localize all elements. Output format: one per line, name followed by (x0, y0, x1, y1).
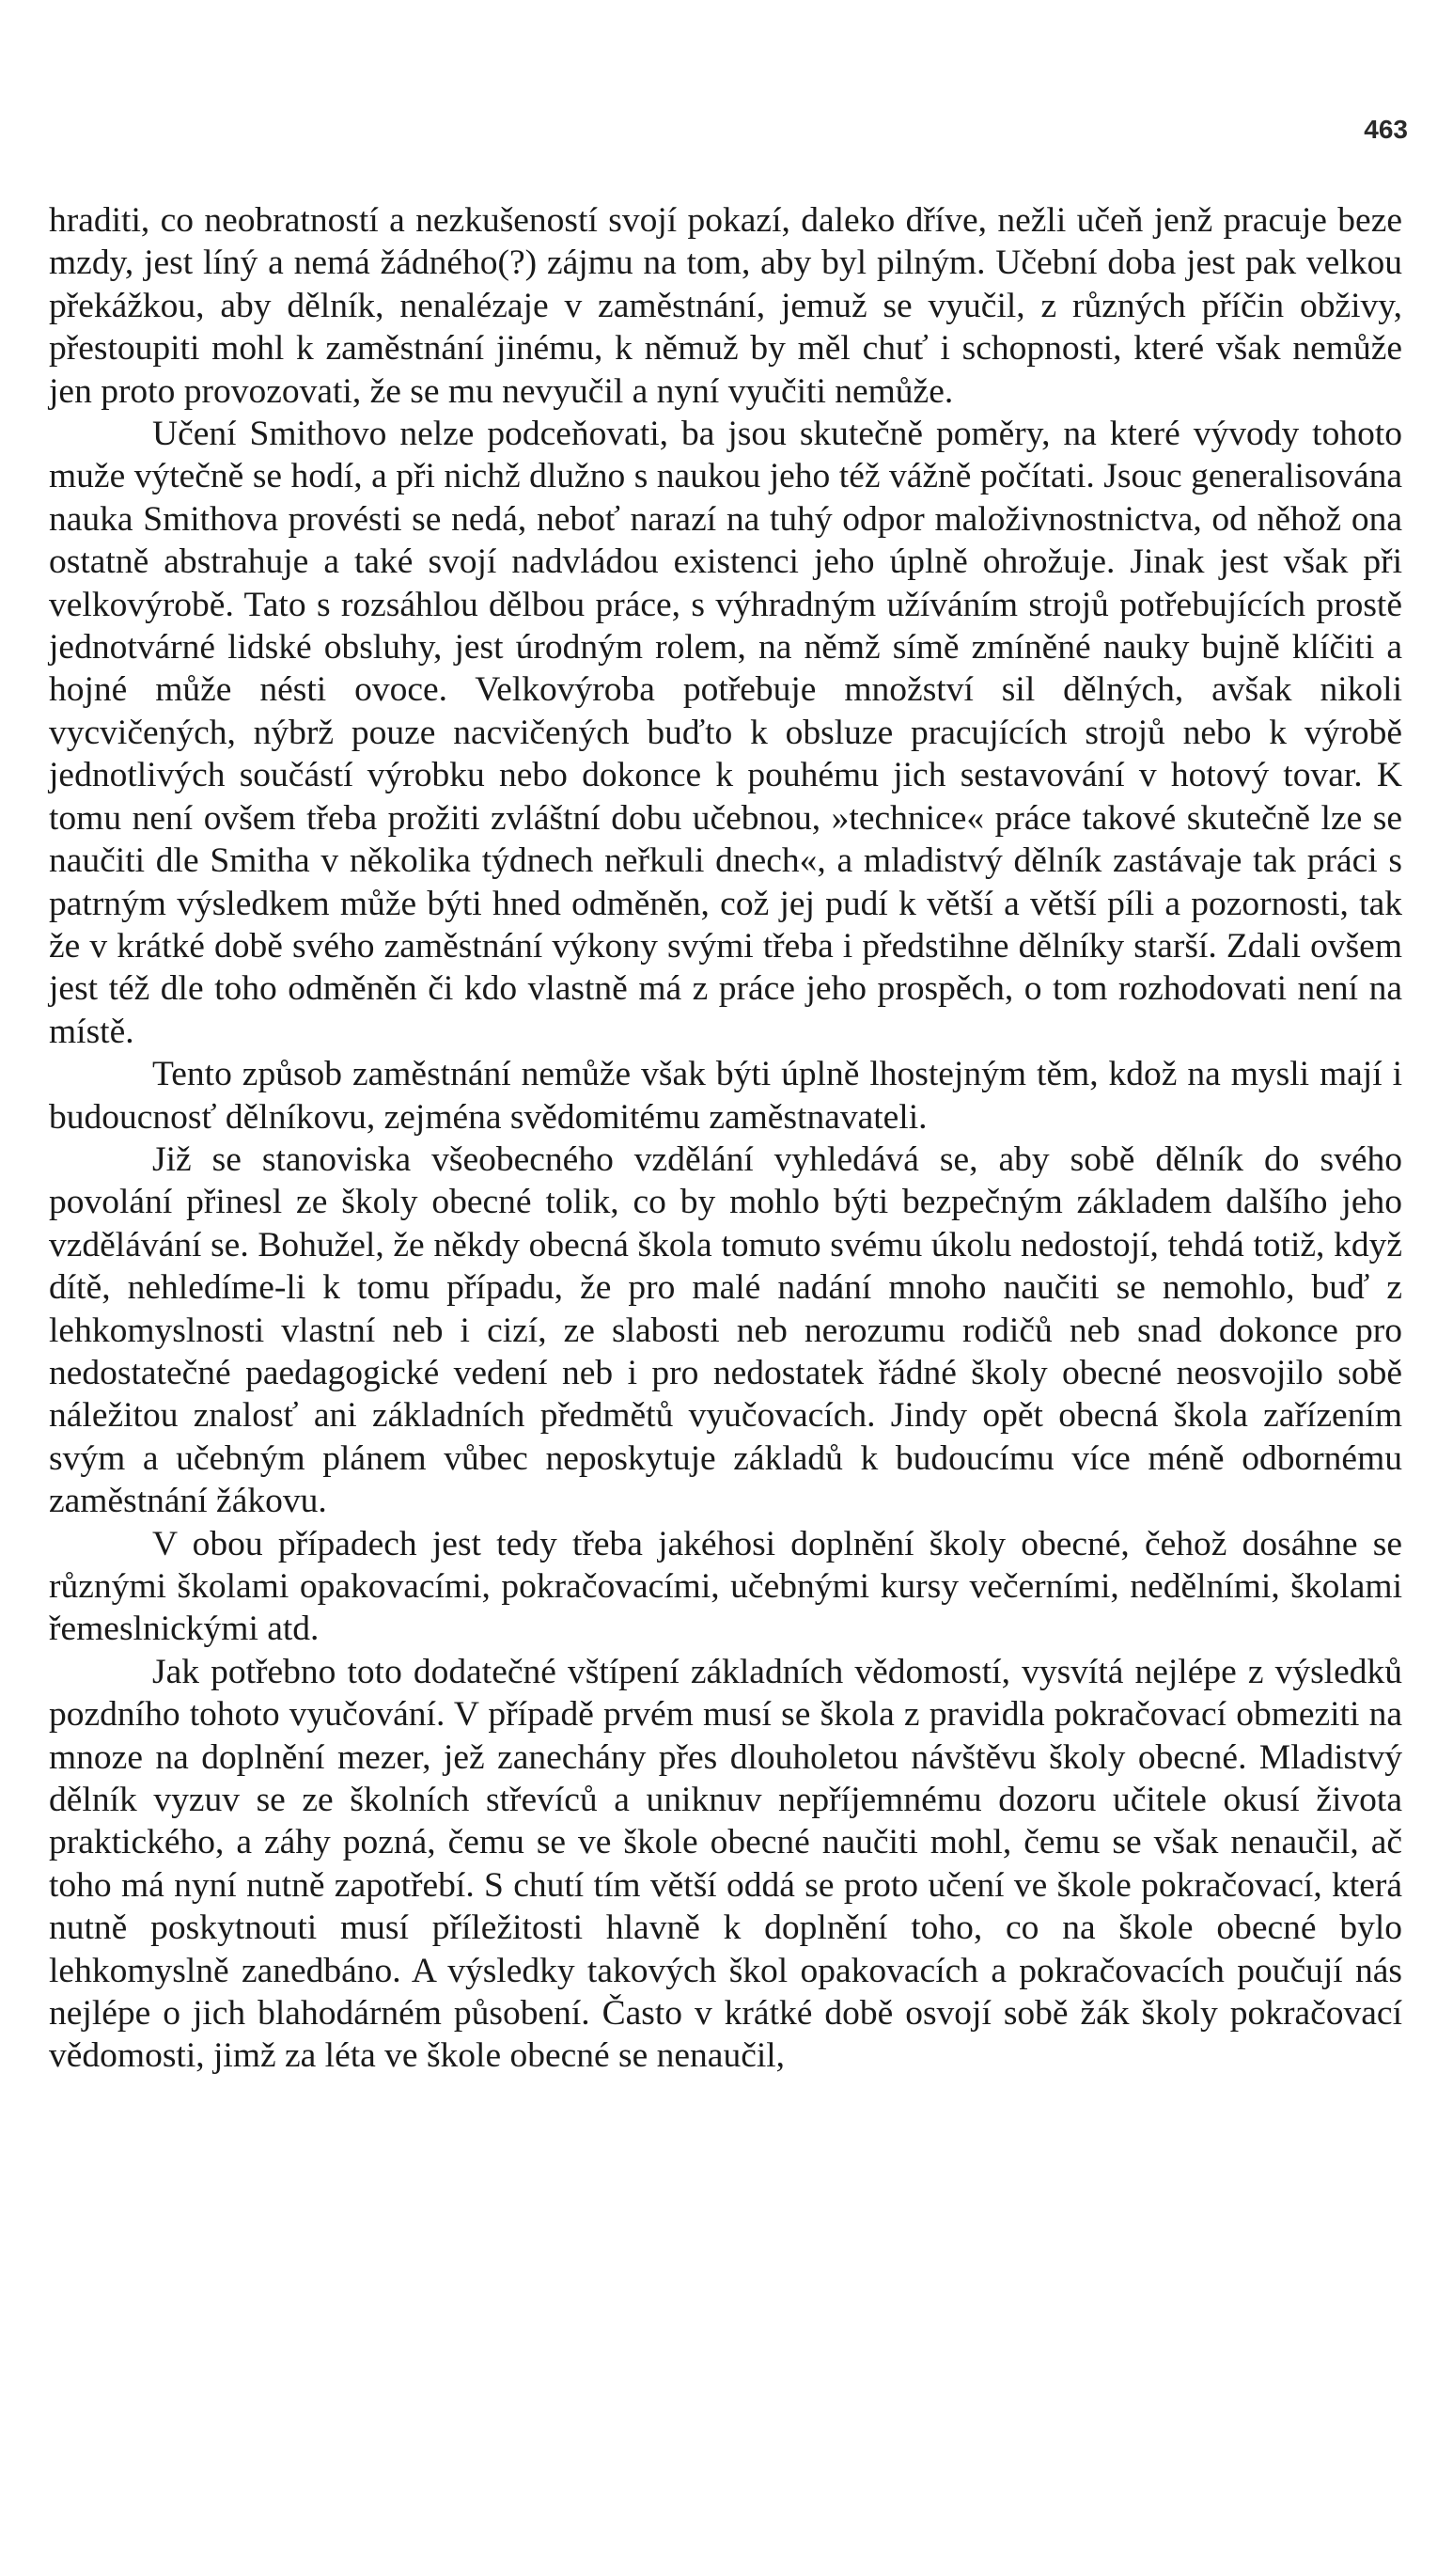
paragraph-2: Učení Smithovo nelze podceňovati, ba jsou skutečně poměry, na které vývody tohoto muže výtečně se hodí, a při nichž dlužno s naukou jeho též vážně počítati. Jsouc generalisována nauka Smithova provésti se nedá, neboť narazí na tuhý odpor maloživnostnictva, od něhož ona ostatně abstrahuje a také svojí nadvládou existenci jeho úplně ohrožuje. Jinak jest však při velkovýrobě. Tato s rozsáhlou dělbou práce, s výhradným užíváním strojů potřebujících prostě jednotvárné lidské obsluhy, jest úrodným rolem, na němž símě zmíněné nauky bujně klíčiti a hojné může nésti ovoce. Velkovýroba potřebuje množství sil dělných, avšak nikoli vycvičených, nýbrž pouze nacvičených buďto k obsluze pracujících strojů nebo k výrobě jednotlivých součástí výrobku nebo dokonce k pouhému jich sestavování v hotový tovar. K tomu není ovšem třeba prožiti zvláštní dobu učebnou, »technice« práce takové skutečně lze se naučiti dle Smitha v několika týdnech neřkuli dnech«, a mladistvý dělník zastávaje tak práci s patrným výsledkem může býti hned odměněn, což jej pudí k větší a větší píli a pozornosti, tak že v krátké době svého zaměstnání výkony svými třeba i předstihne dělníky starší. Zdali ovšem jest též dle toho odměněn či kdo vlastně má z práce jeho prospěch, o tom rozhodovati není na místě. (49, 415, 1402, 1051)
page-number: 463 (1364, 115, 1408, 144)
paragraph-1: hraditi, co neobratností a nezkušeností svojí pokazí, daleko dříve, nežli učeň jenž pracuje beze mzdy, jest líný a nemá žádného(?) zájmu na tom, aby byl pilným. Učební doba jest pak velkou překážkou, aby dělník, nenalézaje v zaměstnání, jemuž se vyučil, z různých příčin obživy, přestoupiti mohl k zaměstnání jinému, k němuž by měl chuť i schopnosti, které však nemůže jen proto provozovati, že se mu nevyučil a nyní vyučiti nemůže. (49, 201, 1402, 411)
paragraph-4: Již se stanoviska všeobecného vzdělání vyhledává se, aby sobě dělník do svého povolání přinesl ze školy obecné tolik, co by mohlo býti bezpečným základem dalšího jeho vzdělávání se. Bohužel, že někdy obecná škola tomuto svému úkolu nedostojí, tehdá totiž, když dítě, nehledíme-li k tomu případu, že pro malé nadání mnoho naučiti se nemohlo, buď z lehkomyslnosti vlastní neb i cizí, ze slabosti neb nerozumu rodičů neb snad dokonce pro nedostatečné paedagogické vedení neb i pro nedostatek řádné školy obecné neosvojilo sobě náležitou znalosť ani základních předmětů vyučovacích. Jindy opět obecná škola zařízením svým a učebným plánem vůbec neposkytuje základů k budoucímu více méně odbornému zaměstnání žákovu. (49, 1139, 1402, 1521)
body-text (49, 199, 1402, 2078)
paragraph-5: V obou případech jest tedy třeba jakéhosi doplnění školy obecné, čehož dosáhne se různými školami opakovacími, pokračovacími, učebnými kursy večerními, nedělními, školami řemeslnickými atd. (49, 1524, 1402, 1649)
paragraph-6: Jak potřebno toto dodatečné vštípení základních vědomostí, vysvítá nejlépe z výsledků pozdního tohoto vyučování. V případě prvém musí se škola z pravidla pokračovací obmeziti na mnoze na doplnění mezer, jež zanechány přes dlouholetou návštěvu školy obecné. Mladistvý dělník vyzuv se ze školních střevíců a uniknuv nepříjemnému dozoru učitele okusí života praktického, a záhy pozná, čemu se ve škole obecné naučiti mohl, čemu se však nenaučil, ač toho má nyní nutně zapotřebí. S chutí tím větší oddá se proto učení ve škole pokračovací, která nutně poskytnouti musí příležitosti hlavně k doplnění toho, co na škole obecné bylo lehkomyslně zanedbáno. A výsledky takových škol opakovacích a pokračovacích poučují nás nejlépe o jich blahodárném působení. Často v krátké době osvojí sobě žák školy pokračovací vědomosti, jimž za léta ve škole obecné se nenaučil, (49, 1652, 1402, 2076)
paragraph-3: Tento způsob zaměstnání nemůže však býti úplně lhostejným těm, kdož na mysli mají i budoucnosť dělníkovu, zejména svědomitému zaměstnavateli. (49, 1055, 1402, 1137)
